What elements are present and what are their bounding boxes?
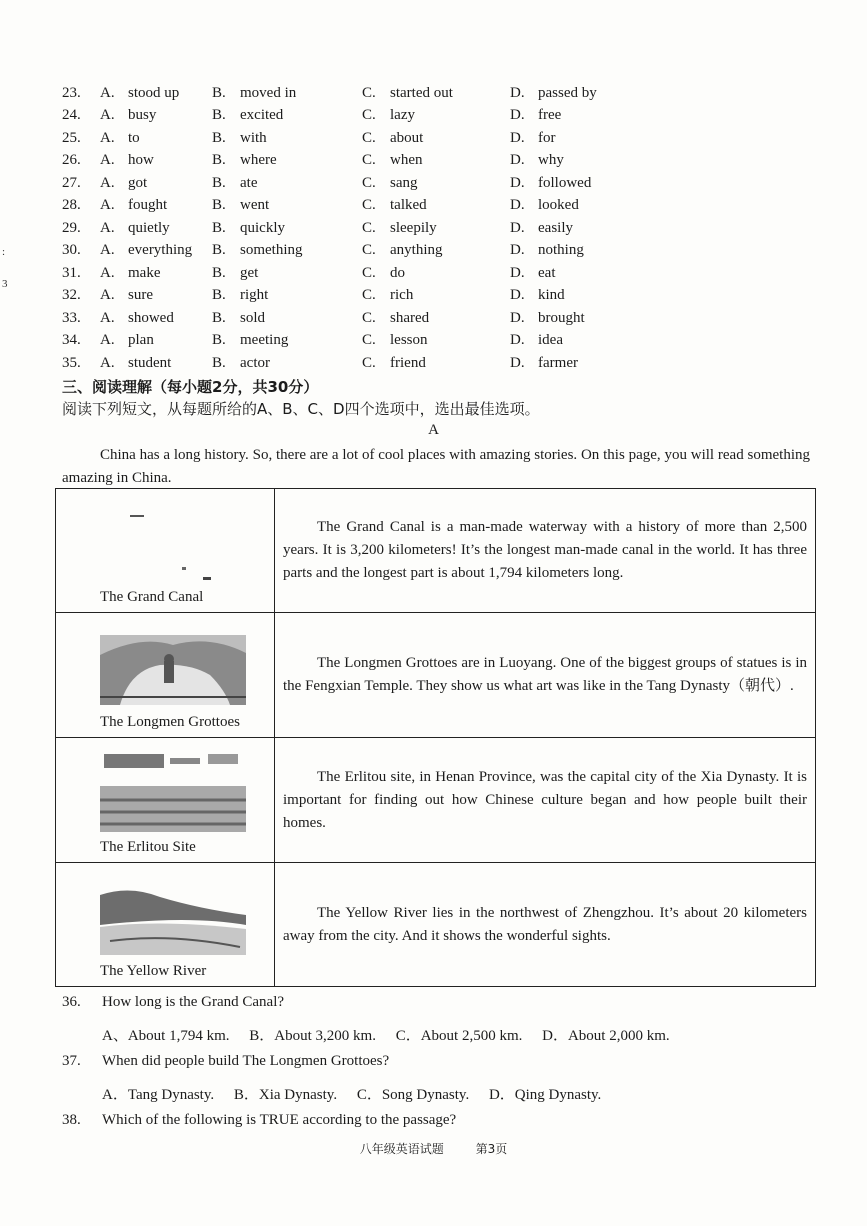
option-text: brought xyxy=(538,309,585,326)
answer-option[interactable]: C．About 2,500 km. xyxy=(395,1028,523,1044)
description-cell xyxy=(275,613,816,738)
description-cell xyxy=(275,863,816,987)
option-text: quickly xyxy=(240,219,285,236)
option-text: with xyxy=(240,129,267,146)
place-caption: The Yellow River xyxy=(100,963,207,979)
question-number: 34. xyxy=(62,332,81,348)
question-number: 26. xyxy=(62,152,81,168)
grand-canal-photo xyxy=(100,511,246,581)
option-a[interactable] xyxy=(100,310,214,327)
option-c[interactable] xyxy=(362,332,510,349)
option-text: showed xyxy=(128,309,174,326)
mc-question-row xyxy=(62,240,662,262)
option-c[interactable] xyxy=(362,220,510,237)
option-text: quietly xyxy=(128,219,170,236)
option-text: busy xyxy=(128,107,157,123)
option-letter: A. xyxy=(100,354,115,371)
option-d[interactable] xyxy=(510,332,650,349)
option-c[interactable] xyxy=(362,85,510,102)
description-cell xyxy=(275,738,816,863)
question-number: 23. xyxy=(62,84,81,101)
option-letter: B. xyxy=(212,129,226,146)
option-letter: A. xyxy=(100,174,115,191)
exam-title: 八年级英语试题 xyxy=(359,1142,444,1156)
option-text: followed xyxy=(538,174,592,191)
option-letter: A. xyxy=(100,332,115,348)
option-text: ate xyxy=(240,174,258,191)
answer-option[interactable]: B．About 3,200 km. xyxy=(249,1028,376,1044)
option-b[interactable] xyxy=(212,332,362,349)
margin-mark: 3 xyxy=(2,278,8,290)
answer-options xyxy=(102,1083,617,1105)
option-d[interactable] xyxy=(510,242,650,259)
option-d[interactable] xyxy=(510,85,650,102)
option-letter: B. xyxy=(212,354,226,371)
mc-question-row xyxy=(62,352,662,374)
question-number: 32. xyxy=(62,287,81,303)
option-letter: D. xyxy=(510,264,525,281)
option-text: sold xyxy=(240,309,266,326)
option-letter: C. xyxy=(362,129,376,146)
option-text: started out xyxy=(390,84,453,101)
place-caption: The Erlitou Site xyxy=(100,839,196,855)
option-letter: A. xyxy=(100,264,115,281)
option-letter: C. xyxy=(362,309,376,326)
answer-option[interactable]: A、About 1,794 km. xyxy=(102,1028,230,1044)
option-text: friend xyxy=(390,354,426,371)
option-text: why xyxy=(538,152,564,168)
option-text: got xyxy=(128,174,148,191)
option-letter: D. xyxy=(510,354,525,371)
option-a[interactable] xyxy=(100,242,214,259)
option-text: idea xyxy=(538,332,563,348)
option-letter: C. xyxy=(362,354,376,371)
option-text: meeting xyxy=(240,332,289,348)
option-letter: B. xyxy=(212,332,226,348)
option-letter: A. xyxy=(100,84,115,101)
option-letter: A. xyxy=(100,129,115,146)
option-text: talked xyxy=(390,197,427,213)
option-letter: D. xyxy=(510,174,525,191)
answer-option[interactable]: D．About 2,000 km. xyxy=(542,1028,670,1044)
question xyxy=(62,994,284,1016)
option-c[interactable] xyxy=(362,197,510,214)
option-text: farmer xyxy=(538,354,578,371)
mc-question-row xyxy=(62,262,662,284)
option-text: to xyxy=(128,129,140,146)
option-text: lesson xyxy=(390,332,428,348)
option-text: rich xyxy=(390,287,414,303)
option-letter: C. xyxy=(362,107,376,123)
option-text: student xyxy=(128,354,172,371)
option-text: shared xyxy=(390,309,430,326)
option-c[interactable] xyxy=(362,355,510,372)
option-a[interactable] xyxy=(100,265,214,282)
option-c[interactable] xyxy=(362,287,510,304)
option-letter: D. xyxy=(510,152,525,168)
question-number: 29. xyxy=(62,219,81,236)
option-letter: D. xyxy=(510,107,525,123)
option-text: lazy xyxy=(390,107,415,123)
option-letter: C. xyxy=(362,264,376,281)
option-d[interactable] xyxy=(510,130,650,147)
table-row xyxy=(56,863,816,987)
option-a[interactable] xyxy=(100,175,214,192)
option-text: make xyxy=(128,264,161,281)
option-text: went xyxy=(240,197,270,213)
option-b[interactable] xyxy=(212,130,362,147)
option-d[interactable] xyxy=(510,152,650,169)
question-number: 35. xyxy=(62,354,81,371)
option-b[interactable] xyxy=(212,287,362,304)
page-footer xyxy=(0,1140,867,1157)
option-letter: D. xyxy=(510,129,525,146)
question xyxy=(62,1112,456,1134)
option-text: actor xyxy=(240,354,270,371)
option-a[interactable] xyxy=(100,287,214,304)
option-letter: A. xyxy=(100,197,115,213)
option-d[interactable] xyxy=(510,310,650,327)
option-text: sang xyxy=(390,174,418,191)
option-d[interactable] xyxy=(510,220,650,237)
place-caption: The Grand Canal xyxy=(100,589,204,605)
option-b[interactable] xyxy=(212,355,362,372)
question-number: 30. xyxy=(62,242,81,258)
table-row xyxy=(56,489,816,613)
option-text: do xyxy=(390,264,405,281)
option-a[interactable] xyxy=(100,197,214,214)
option-c[interactable] xyxy=(362,265,510,282)
section-instruction: 阅读下列短文，从每题所给的A、B、C、D四个选项中，选出最佳选项。 xyxy=(62,400,540,418)
option-text: sleepily xyxy=(390,219,437,236)
option-letter: D. xyxy=(510,84,525,101)
option-d[interactable] xyxy=(510,355,650,372)
erlitou-site-photo xyxy=(100,752,246,832)
option-b[interactable] xyxy=(212,107,362,124)
option-text: where xyxy=(240,152,277,168)
option-a[interactable] xyxy=(100,332,214,349)
yellow-river-photo xyxy=(100,885,246,955)
option-letter: A. xyxy=(100,287,115,303)
option-letter: B. xyxy=(212,107,226,123)
option-b[interactable] xyxy=(212,85,362,102)
question xyxy=(62,1053,389,1075)
option-d[interactable] xyxy=(510,287,650,304)
place-description: The Yellow River lies in the northwest of Zhengzhou. It’s about 20 kilometers away from the city. And it shows the wonderful sights. xyxy=(283,904,807,944)
question-number: 38. xyxy=(62,1112,81,1128)
picture-cell xyxy=(56,613,275,738)
option-b[interactable] xyxy=(212,197,362,214)
mc-question-row xyxy=(62,307,662,329)
option-text: free xyxy=(538,107,562,123)
question-number: 28. xyxy=(62,197,81,213)
question-number: 31. xyxy=(62,264,81,281)
option-text: moved in xyxy=(240,84,297,101)
mc-question-row xyxy=(62,195,662,217)
question-text: How long is the Grand Canal? xyxy=(102,994,285,1010)
option-letter: C. xyxy=(362,332,376,348)
mc-question-row xyxy=(62,82,662,104)
option-letter: D. xyxy=(510,197,525,213)
option-text: fought xyxy=(128,197,168,213)
option-a[interactable] xyxy=(100,220,214,237)
option-d[interactable] xyxy=(510,175,650,192)
page-number: 第3页 xyxy=(475,1142,508,1156)
picture-cell xyxy=(56,738,275,863)
option-letter: A. xyxy=(100,152,115,168)
question-number: 27. xyxy=(62,174,81,191)
question-text: When did people build The Longmen Grottoes? xyxy=(102,1053,390,1069)
option-c[interactable] xyxy=(362,130,510,147)
table-row xyxy=(56,613,816,738)
option-letter: D. xyxy=(510,332,525,348)
option-letter: B. xyxy=(212,219,226,236)
question-number: 33. xyxy=(62,309,81,326)
answer-option[interactable]: C．Song Dynasty. xyxy=(356,1087,470,1103)
margin-mark: : xyxy=(2,246,6,258)
option-c[interactable] xyxy=(362,242,510,259)
place-description: The Grand Canal is a man-made waterway with a history of more than 2,500 years. It is 3,200 kilometers! It’s the longest man-made canal in the world. It has three parts and the longest part is about 1,794 kilometers long. xyxy=(283,519,807,581)
option-letter: B. xyxy=(212,84,226,101)
option-text: easily xyxy=(538,219,573,236)
option-b[interactable] xyxy=(212,220,362,237)
option-letter: A. xyxy=(100,107,115,123)
option-letter: B. xyxy=(212,197,226,213)
table-row xyxy=(56,738,816,863)
option-letter: A. xyxy=(100,309,115,326)
option-text: plan xyxy=(128,332,154,348)
answer-option[interactable]: D．Qing Dynasty. xyxy=(488,1087,602,1103)
option-b[interactable] xyxy=(212,175,362,192)
option-a[interactable] xyxy=(100,130,214,147)
option-text: stood up xyxy=(128,84,180,101)
option-letter: D. xyxy=(510,219,525,236)
answer-option[interactable]: B．Xia Dynasty. xyxy=(233,1087,338,1103)
option-letter: C. xyxy=(362,174,376,191)
option-letter: B. xyxy=(212,152,226,168)
option-b[interactable] xyxy=(212,265,362,282)
answer-option[interactable]: A．Tang Dynasty. xyxy=(102,1087,215,1103)
option-d[interactable] xyxy=(510,197,650,214)
mc-question-row xyxy=(62,127,662,149)
description-cell xyxy=(275,489,816,613)
option-letter: A. xyxy=(100,242,115,258)
option-text: passed by xyxy=(538,84,597,101)
answer-options xyxy=(102,1024,686,1046)
option-letter: D. xyxy=(510,242,525,258)
option-c[interactable] xyxy=(362,152,510,169)
option-text: when xyxy=(390,152,423,168)
mc-question-row xyxy=(62,105,662,127)
option-letter: C. xyxy=(362,84,376,101)
question-number: 37. xyxy=(62,1053,81,1069)
option-a[interactable] xyxy=(100,355,214,372)
question-number: 25. xyxy=(62,129,81,146)
option-text: nothing xyxy=(538,242,584,258)
option-letter: C. xyxy=(362,152,376,168)
place-description: The Longmen Grottoes are in Luoyang. One of the biggest groups of statues is in the Fengxian Temple. They show us what art was like in the Tang Dynasty（朝代）. xyxy=(283,655,807,694)
option-text: about xyxy=(390,129,424,146)
mc-question-row xyxy=(62,150,662,172)
question-number: 24. xyxy=(62,107,81,123)
option-d[interactable] xyxy=(510,107,650,124)
option-text: how xyxy=(128,152,154,168)
mc-question-row xyxy=(62,330,662,352)
option-text: excited xyxy=(240,107,284,123)
option-letter: C. xyxy=(362,219,376,236)
option-c[interactable] xyxy=(362,175,510,192)
option-c[interactable] xyxy=(362,310,510,327)
option-letter: C. xyxy=(362,242,376,258)
option-letter: B. xyxy=(212,264,226,281)
section-heading: 三、阅读理解（每小题2分，共30分） xyxy=(62,378,319,396)
option-b[interactable] xyxy=(212,152,362,169)
option-letter: B. xyxy=(212,309,226,326)
option-b[interactable] xyxy=(212,242,362,259)
option-text: right xyxy=(240,287,269,303)
option-a[interactable] xyxy=(100,107,214,124)
picture-cell xyxy=(56,863,275,987)
mc-question-row xyxy=(62,217,662,239)
option-b[interactable] xyxy=(212,310,362,327)
option-c[interactable] xyxy=(362,107,510,124)
option-text: kind xyxy=(538,287,565,303)
mc-question-row xyxy=(62,172,662,194)
question-number: 36. xyxy=(62,994,81,1010)
option-letter: B. xyxy=(212,287,226,303)
passage-intro: China has a long history. So, there are a lot of cool places with amazing stories. On this page, you will read something amazing in China. xyxy=(62,447,810,486)
option-d[interactable] xyxy=(510,265,650,282)
passage-label: A xyxy=(428,422,439,438)
place-caption: The Longmen Grottoes xyxy=(100,714,240,730)
option-text: looked xyxy=(538,197,579,213)
option-letter: C. xyxy=(362,287,376,303)
option-letter: D. xyxy=(510,309,525,326)
option-letter: D. xyxy=(510,287,525,303)
question-text: Which of the following is TRUE according to the passage? xyxy=(102,1112,457,1128)
option-text: anything xyxy=(390,242,443,258)
option-a[interactable] xyxy=(100,85,214,102)
place-description: The Erlitou site, in Henan Province, was the capital city of the Xia Dynasty. It is important for finding out how Chinese culture began and how people built their homes. xyxy=(283,768,807,831)
option-letter: C. xyxy=(362,197,376,213)
option-text: everything xyxy=(128,242,193,258)
option-a[interactable] xyxy=(100,152,214,169)
option-text: something xyxy=(240,242,303,258)
option-letter: A. xyxy=(100,219,115,236)
places-table xyxy=(55,488,816,987)
longmen-grottoes-photo xyxy=(100,635,246,705)
picture-cell xyxy=(56,489,275,613)
option-text: sure xyxy=(128,287,153,303)
option-letter: B. xyxy=(212,174,226,191)
option-text: get xyxy=(240,264,259,281)
option-text: for xyxy=(538,129,556,146)
option-letter: B. xyxy=(212,242,226,258)
option-text: eat xyxy=(538,264,556,281)
mc-question-row xyxy=(62,285,662,307)
